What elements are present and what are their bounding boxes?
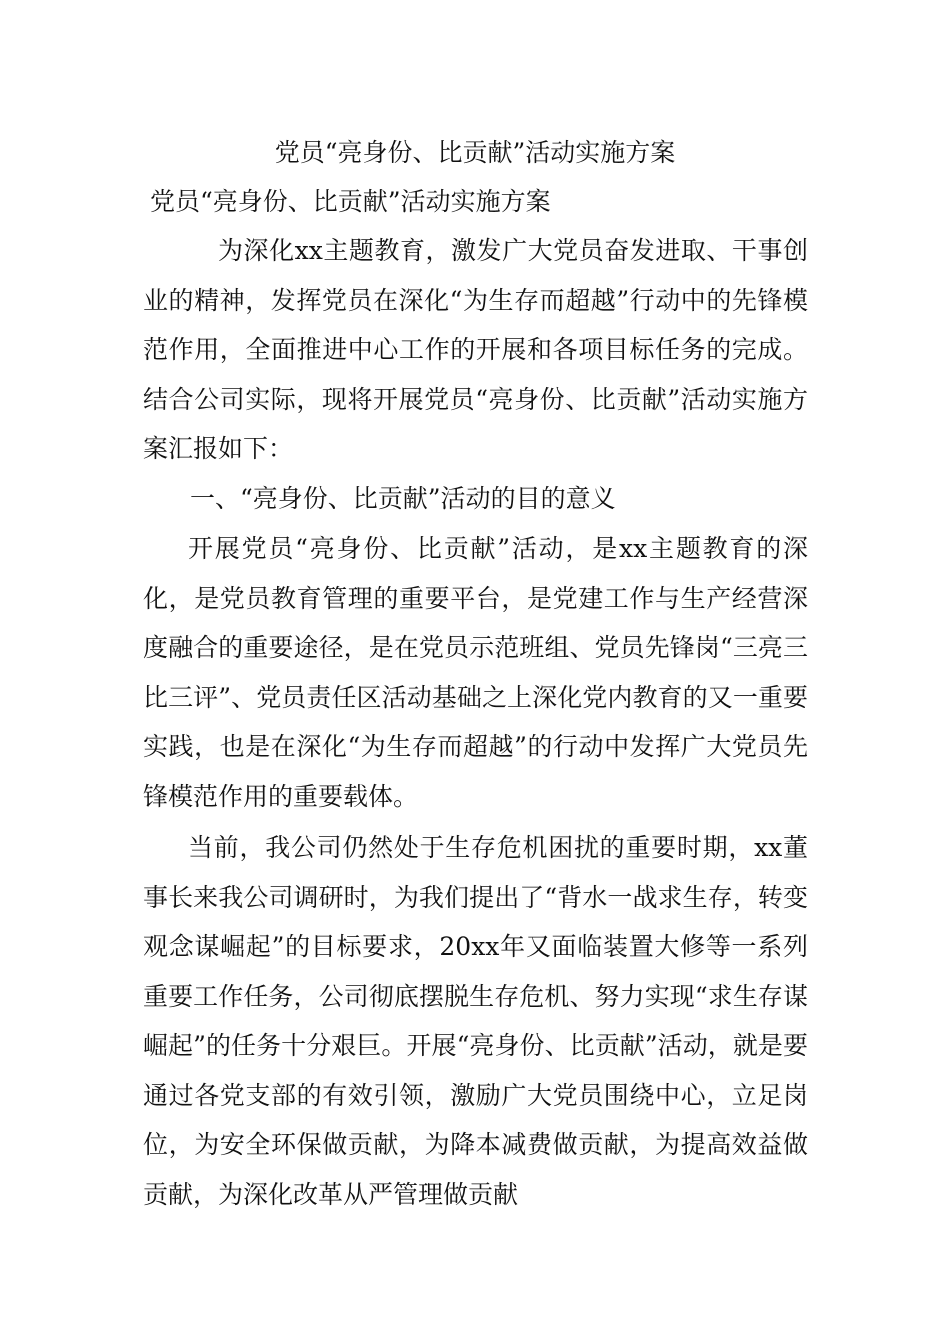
body-paragraph: 开展党员“亮身份、比贡献”活动，是xx主题教育的深化，是党员教育管理的重要平台，是党建工作与生产经营深度融合的重要途径，是在党员示范班组、党员先锋岗“三亮三比三评”、党员责任区活动基础之上深化党内教育的又一重要实践，也是在深化“为生存而超越”的行动中发挥广大党员先锋模范作用的重要载体。	[143, 534, 808, 811]
section-heading: 一、“亮身份、比贡献”活动的目的意义	[190, 484, 616, 513]
intro-paragraph: 为深化xx主题教育，激发广大党员奋发进取、干事创业的精神，发挥党员在深化“为生存而超越”行动中的先锋模范作用，全面推进中心工作的开展和各项目标任务的完成。结合公司实际，现将开展党员“亮身份、比贡献”活动实施方案汇报如下：	[143, 236, 808, 463]
document-subtitle: 党员“亮身份、比贡献”活动实施方案	[150, 187, 551, 216]
document-title: 党员“亮身份、比贡献”活动实施方案	[274, 138, 676, 167]
body-paragraph: 当前，我公司仍然处于生存危机困扰的重要时期，xx董事长来我公司调研时，为我们提出了“背水一战求生存，转变观念谋崛起”的目标要求，20xx年又面临装置大修等一系列重要工作任务，公司彻底摆脱生存危机、努力实现“求生存谋崛起”的任务十分艰巨。开展“亮身份、比贡献”活动，就是要通过各党支部的有效引领，激励广大党员围绕中心，立足岗位，为安全环保做贡献，为降本减费做贡献，为提高效益做贡献，为深化改革从严管理做贡献	[143, 833, 808, 1209]
